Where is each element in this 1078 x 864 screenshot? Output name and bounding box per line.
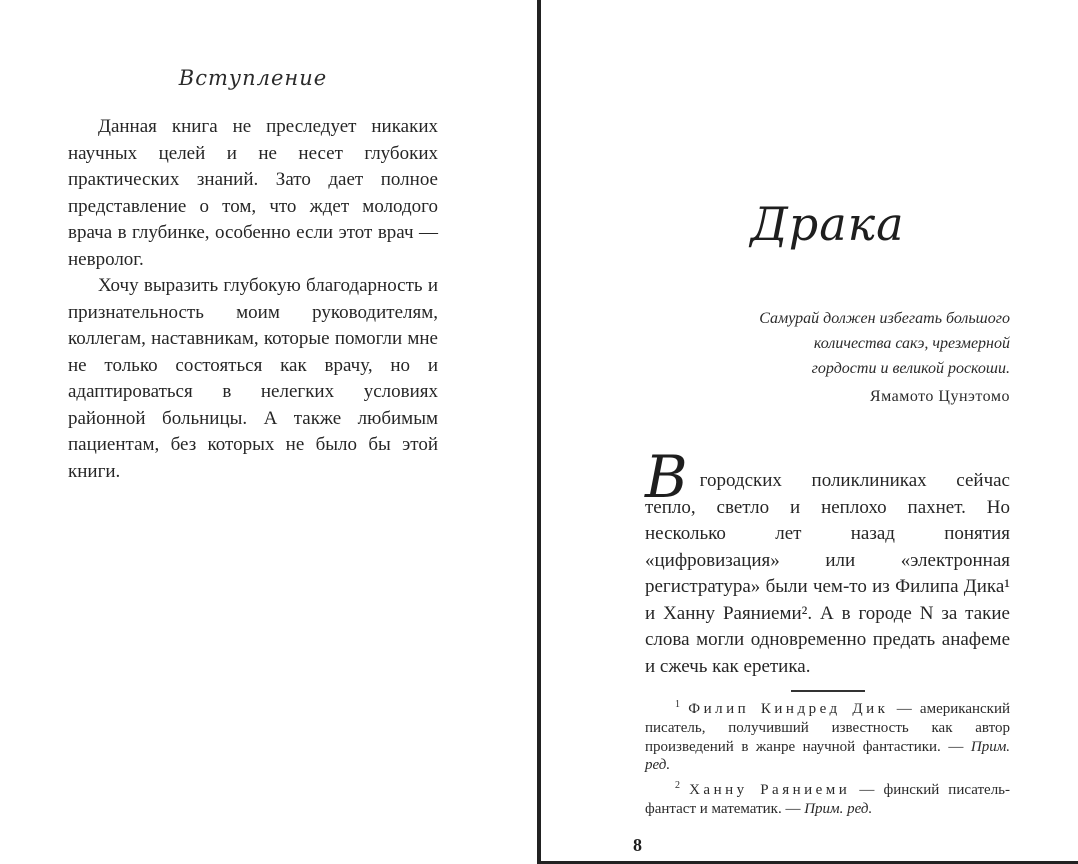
footnote-text: — американский писатель, получивший известность как автор произведений в жанре научной фантастики. — bbox=[645, 701, 1010, 755]
footnote bbox=[645, 700, 1010, 775]
paragraph: Данная книга не преследует никаких научных целей и не несет глубоких практических знаний. Зато дает полное представление о том, что ждет молодого врача в глубинке, особенно если этот врач — невролог. bbox=[68, 116, 438, 270]
footnote-text: — финский писатель-фантаст и математик. — bbox=[645, 782, 1011, 817]
paragraph: Хочу выразить глубокую благодарность и признательность моим руководителям, коллегам, наставникам, которые помогли мне не только состояться как врачу, но и адаптироваться в нелегких условиях районной больницы. А также любимым пациентам, без которых не было бы этой книги. bbox=[68, 275, 438, 482]
footnote-source: Прим. ред. bbox=[645, 738, 1011, 774]
epigraph: Самурай должен избегать большого количества сакэ, чрезмерной гордости и великой роскоши. bbox=[759, 310, 1010, 377]
footnote-marker: 2 bbox=[675, 780, 680, 792]
chapter-title: Драка bbox=[750, 197, 905, 251]
section-heading: Вступление bbox=[178, 66, 328, 90]
drop-cap: В bbox=[645, 443, 688, 511]
chapter-body-paragraph bbox=[645, 443, 1010, 680]
chapter-body-text: городских поликлиниках сейчас тепло, светло и неплохо пахнет. Но несколько лет назад понятия «цифровизация» или «электронная регистратура» были чем-то из Филипа Дика¹ и Ханну Раяниеми². А в городе N за такие слова могли одновременно предать анафеме и сжечь как еретика. bbox=[645, 470, 1010, 677]
footnote bbox=[645, 781, 1010, 819]
footnote-separator-rule bbox=[791, 690, 865, 692]
footnote-name: Филип Киндред Дик bbox=[688, 701, 889, 717]
page-number: 8 bbox=[633, 834, 642, 855]
left-page-text-block bbox=[68, 0, 438, 485]
footnote-marker: 1 bbox=[675, 699, 680, 710]
right-page-text-block bbox=[633, 196, 1011, 856]
page-left bbox=[0, 0, 537, 864]
footnote-source: Прим. ред. bbox=[804, 800, 873, 817]
epigraph-attribution: Ямамото Цунэтомо bbox=[869, 388, 1010, 405]
footnote-name: Ханну Раяниеми bbox=[689, 782, 851, 799]
page-right bbox=[541, 0, 1078, 864]
